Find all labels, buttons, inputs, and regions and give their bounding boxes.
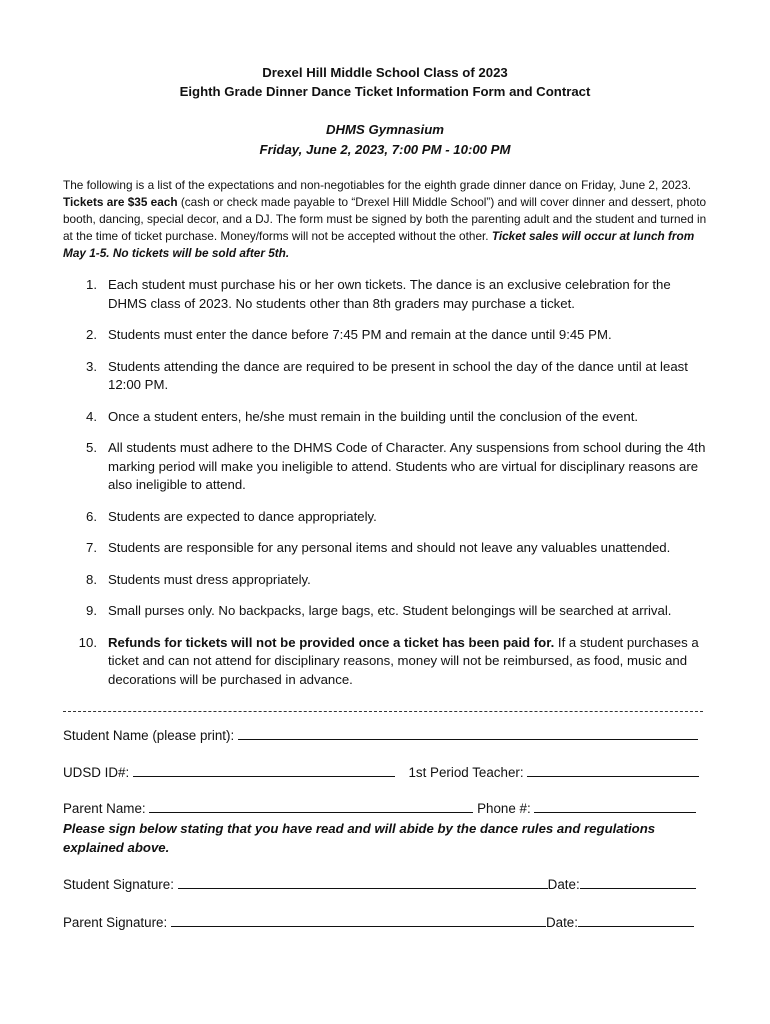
rule-number: 4. (86, 408, 97, 424)
rule-item (63, 408, 713, 427)
student-signature-field[interactable] (178, 876, 548, 889)
intro-paragraph (63, 177, 713, 262)
rule-number: 8. (86, 571, 97, 587)
rule-number: 9. (86, 603, 97, 618)
parent-name-label: Parent Name: (63, 801, 146, 816)
rule-item (63, 539, 713, 558)
school-title: Drexel Hill Middle School Class of 2023 (262, 65, 508, 80)
id-teacher-row (63, 764, 699, 780)
rule-text: If a student purchases a ticket and can not attend for disciplinary reasons, money will not be reimbursed, as food, music and decorations will be purchased in advance. (108, 634, 699, 687)
rule-text: Students attending the dance are required to be present in school the day of the dance until at least 12:00 PM. (108, 358, 688, 392)
rule-item (63, 602, 713, 621)
rule-text: Students are responsible for any personal items and should not leave any valuables unattended. (108, 540, 671, 555)
parent-signature-row (63, 914, 694, 930)
rule-item (63, 571, 713, 590)
student-date-field[interactable] (580, 876, 696, 889)
event-datetime: Friday, June 2, 2023, 7:00 PM - 10:00 PM (259, 142, 511, 157)
student-date-label: Date: (547, 877, 580, 892)
parent-name-field[interactable] (149, 800, 473, 813)
rules-list (63, 276, 713, 702)
ticket-sales-notice: Ticket sales will occur at lunch from May 1-5. No tickets will be sold after 5th. (63, 229, 695, 260)
rule-text: Once a student enters, he/she must remain in the building until the conclusion of the event. (108, 408, 639, 424)
parent-phone-row (63, 800, 696, 816)
rule-number: 1. (86, 277, 97, 292)
rule-text: Students are expected to dance appropriately. (108, 508, 377, 524)
teacher-field[interactable] (527, 764, 699, 777)
rule-text: Small purses only. No backpacks, large bags, etc. Student belongings will be searched at arrival. (108, 603, 672, 618)
rule-text: All students must adhere to the DHMS Code of Character. Any suspensions from school during the 4th marking period will make you ineligible to attend. Students who are virtual for disciplinary reasons are also ineligible to attend. (108, 440, 706, 492)
intro-text-1: The following is a list of the expectations and non-negotiables for the eighth grade dinner dance on Friday, June 2, 2023. (63, 178, 692, 192)
rule-item (63, 326, 713, 345)
rule-item (63, 358, 713, 395)
rule-number: 2. (86, 327, 97, 342)
rule-item (63, 634, 713, 690)
rule-number: 7. (86, 540, 97, 555)
student-name-field[interactable] (238, 727, 698, 740)
rule-item (63, 276, 713, 313)
rule-item (63, 508, 713, 527)
rule-text: Students must dress appropriately. (108, 571, 311, 587)
student-name-row (63, 727, 698, 743)
ticket-price: Tickets are $35 each (63, 195, 178, 209)
student-signature-label: Student Signature: (63, 877, 174, 892)
intro-text-2: (cash or check made payable to “Drexel Hill Middle School”) and will cover dinner and dessert, photo booth, dancing, special decor, and a DJ. The form must be signed by both the parenting adult and the student and turned in at the time of ticket purchase. Money/forms will not be accepted without the other. (63, 195, 707, 243)
parent-date-label: Date: (545, 915, 578, 930)
pledge-statement: Please sign below stating that you have read and will abide by the dance rules and regulations explained above. (63, 821, 656, 855)
rule-number: 10. (78, 634, 97, 650)
rule-number: 5. (86, 440, 97, 455)
teacher-label: 1st Period Teacher: (408, 765, 524, 780)
phone-field[interactable] (534, 800, 696, 813)
phone-label: Phone #: (477, 801, 531, 816)
rule-text: Students must enter the dance before 7:45 PM and remain at the dance until 9:45 PM. (108, 327, 612, 342)
student-name-label: Student Name (please print): (63, 728, 235, 743)
rule-text: Each student must purchase his or her own tickets. The dance is an exclusive celebration for the DHMS class of 2023. No students other than 8th graders may purchase a ticket. (108, 277, 671, 311)
parent-signature-label: Parent Signature: (63, 915, 168, 930)
rule-number: 6. (86, 508, 97, 524)
udsd-id-label: UDSD ID#: (63, 765, 130, 780)
rule-item (63, 439, 713, 495)
venue: DHMS Gymnasium (326, 122, 444, 137)
cut-line-divider (63, 711, 703, 712)
form-title: Eighth Grade Dinner Dance Ticket Information Form and Contract (179, 84, 591, 99)
parent-signature-field[interactable] (171, 914, 546, 927)
parent-date-field[interactable] (578, 914, 694, 927)
student-signature-row (63, 876, 696, 892)
rule-number: 3. (86, 358, 97, 374)
rule-bold-text: Refunds for tickets will not be provided once a ticket has been paid for. (108, 634, 555, 650)
udsd-id-field[interactable] (133, 764, 395, 777)
